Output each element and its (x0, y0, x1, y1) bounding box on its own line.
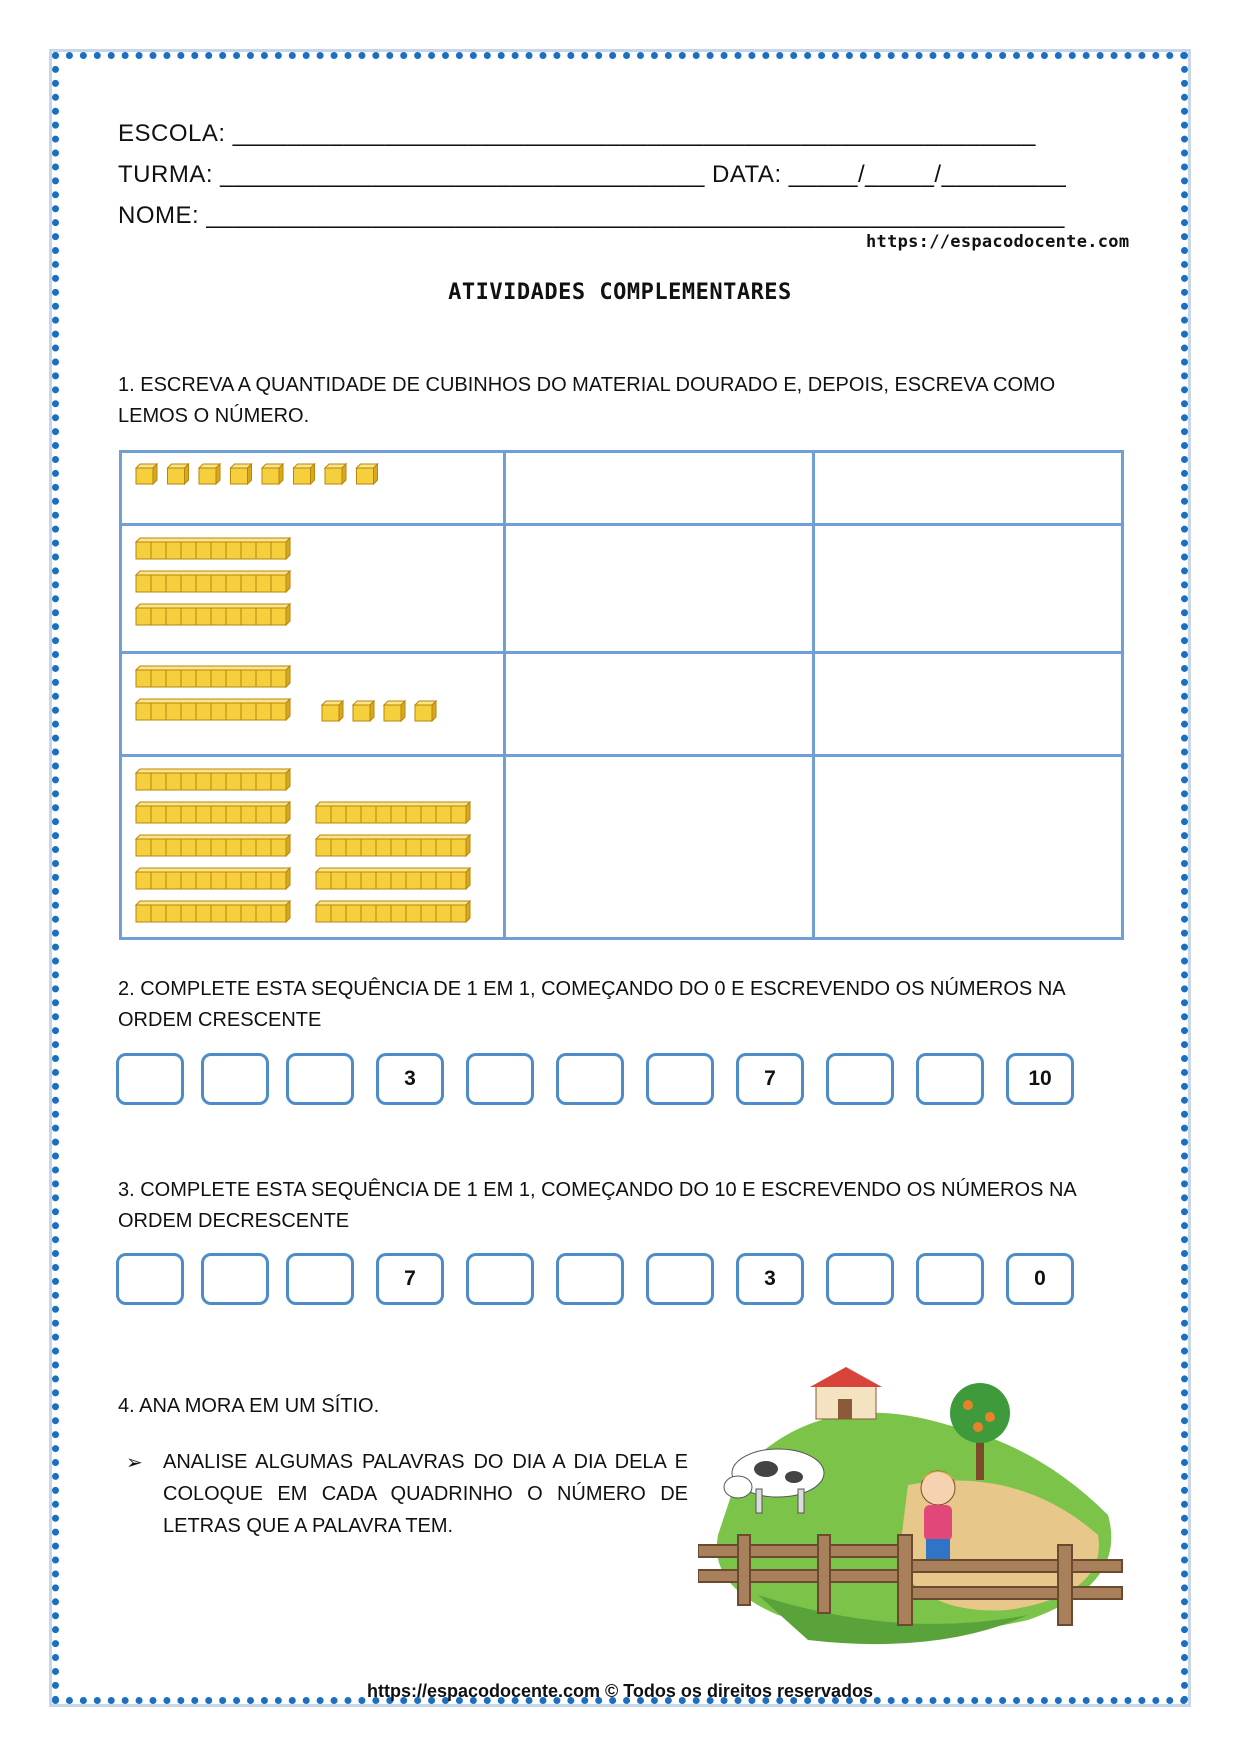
escola-field: ESCOLA: __________________________________________________________ (118, 120, 1036, 147)
cubes-table (119, 450, 1124, 940)
nome-field: NOME: ______________________________________________________________ (118, 202, 1065, 229)
question-1-text: 1. ESCREVA A QUANTIDADE DE CUBINHOS DO MATERIAL DOURADO E, DEPOIS, ESCREVA COMO LEMOS O NÚMERO. (118, 374, 1056, 427)
ten-bar-icon (136, 571, 290, 592)
sequence-box-empty[interactable] (646, 1053, 714, 1105)
sequence-box-empty[interactable] (826, 1253, 894, 1305)
page-title: ATIVIDADES COMPLEMENTARES (448, 280, 792, 305)
unit-cube-icon (353, 701, 374, 721)
unit-cube-icon (262, 464, 283, 484)
question-3-text: 3. COMPLETE ESTA SEQUÊNCIA DE 1 EM 1, COMEÇANDO DO 10 E ESCREVENDO OS NÚMEROS NA ORDEM DECRESCENTE (118, 1179, 1076, 1232)
golden-material-row-1 (122, 453, 503, 518)
sequence-box-empty[interactable] (116, 1053, 184, 1105)
ten-bar-icon (316, 835, 470, 856)
sequence-box-empty[interactable] (116, 1253, 184, 1305)
site-url: https://espacodocente.com (866, 232, 1130, 252)
unit-cube-icon (199, 464, 220, 484)
sequence-box-empty[interactable] (916, 1253, 984, 1305)
ten-bar-icon (136, 699, 290, 720)
unit-cube-icon (136, 464, 157, 484)
ten-bar-icon (136, 538, 290, 559)
sequence-box-empty[interactable] (646, 1253, 714, 1305)
unit-cube-icon (357, 464, 378, 484)
ten-bar-icon (316, 901, 470, 922)
cubes-cell-1 (121, 452, 505, 525)
unit-cube-icon (325, 464, 346, 484)
golden-material-row-3 (122, 654, 503, 749)
sequence-box-filled: 0 (1006, 1253, 1074, 1305)
unit-cube-icon (294, 464, 315, 484)
unit-cube-icon (384, 701, 405, 721)
farm-scene (698, 1367, 1122, 1644)
cubes-cell-4 (121, 756, 505, 939)
sequence-box-empty[interactable] (826, 1053, 894, 1105)
sequence-box-empty[interactable] (466, 1053, 534, 1105)
ten-bar-icon (136, 901, 290, 922)
footer-copyright: https://espacodocente.com © Todos os direitos reservados (366, 1681, 874, 1701)
arrow-bullet-icon: ➢ (126, 1452, 143, 1474)
sequence-box-empty[interactable] (556, 1053, 624, 1105)
answer-cell[interactable] (505, 452, 814, 525)
unit-cube-icon (168, 464, 189, 484)
ten-bar-icon (136, 666, 290, 687)
ten-bar-icon (136, 769, 290, 790)
sequence-box-empty[interactable] (916, 1053, 984, 1105)
ten-bar-icon (136, 802, 290, 823)
sequence-descending (116, 1253, 1096, 1305)
cubes-cell-2 (121, 525, 505, 653)
answer-cell[interactable] (505, 653, 814, 756)
ten-bar-icon (316, 868, 470, 889)
sequence-box-filled: 3 (736, 1253, 804, 1305)
sequence-box-filled: 7 (736, 1053, 804, 1105)
unit-cube-icon (322, 701, 343, 721)
sequence-box-empty[interactable] (556, 1253, 624, 1305)
answer-cell[interactable] (505, 525, 814, 653)
sequence-ascending (116, 1053, 1096, 1105)
sequence-box-filled: 7 (376, 1253, 444, 1305)
question-2-text: 2. COMPLETE ESTA SEQUÊNCIA DE 1 EM 1, COMEÇANDO DO 0 E ESCREVENDO OS NÚMEROS NA ORDEM CRESCENTE (118, 978, 1065, 1031)
golden-material-row-4 (122, 757, 503, 932)
question-4-instruction: ANALISE ALGUMAS PALAVRAS DO DIA A DIA DELA E COLOQUE EM CADA QUADRINHO O NÚMERO DE LETRAS QUE A PALAVRA TEM. (163, 1451, 688, 1537)
ten-bar-icon (136, 835, 290, 856)
sequence-box-empty[interactable] (466, 1253, 534, 1305)
ten-bar-icon (136, 604, 290, 625)
unit-cube-icon (415, 701, 436, 721)
turma-data-field: TURMA: ___________________________________ DATA: _____/_____/_________ (118, 161, 1067, 188)
sequence-box-empty[interactable] (201, 1053, 269, 1105)
sequence-box-filled: 3 (376, 1053, 444, 1105)
farm-illustration (698, 1365, 1130, 1655)
answer-cell[interactable] (814, 452, 1123, 525)
sequence-box-empty[interactable] (286, 1053, 354, 1105)
answer-cell[interactable] (814, 756, 1123, 939)
answer-cell[interactable] (505, 756, 814, 939)
sequence-box-empty[interactable] (201, 1253, 269, 1305)
answer-cell[interactable] (814, 525, 1123, 653)
ten-bar-icon (316, 802, 470, 823)
cubes-cell-3 (121, 653, 505, 756)
sequence-box-filled: 10 (1006, 1053, 1074, 1105)
golden-material-row-2 (122, 526, 503, 646)
answer-cell[interactable] (814, 653, 1123, 756)
ten-bar-icon (136, 868, 290, 889)
unit-cube-icon (231, 464, 252, 484)
sequence-box-empty[interactable] (286, 1253, 354, 1305)
question-4-text: 4. ANA MORA EM UM SÍTIO. (118, 1395, 380, 1417)
